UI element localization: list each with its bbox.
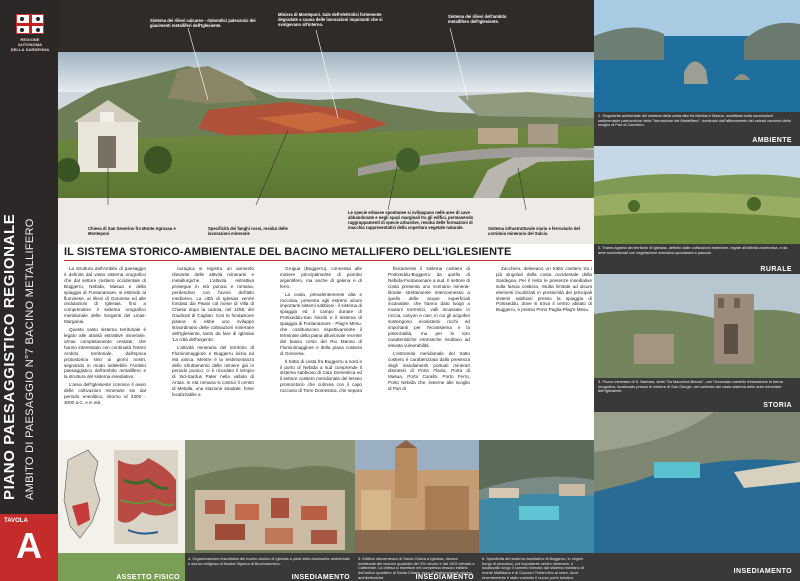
sardinia-map-image <box>58 440 185 553</box>
callout-monteponi-mine: Miniera di Monteponi. Sale dell'elettrolisi fortemente degradate a causa delle lavorazioni inquinanti che si svolgevano all'interno. <box>278 12 383 28</box>
category-insediamento-3: INSEDIAMENTO <box>733 568 792 575</box>
paragraph: fisicamente il sistema costiero di Portixeddu-Buggerru da quello di Nebida-Funtanamare a sud. Il settore di costa presenta uno scenario mineral-litorale strettamente interconnesso a quello delle acque superficiali incanalate, che hanno dato luogo a musoni torrentizi, valli incassate in roccia, canyon e cavi, in cui gli acquiferi sostengono ecosistemi ricchi ed importanti per l'ecosistema e la potenzialità, ma per le loro caratteristiche intrinseche risultano ad elevata vulnerabilità. <box>388 266 470 348</box>
title-divider <box>64 260 592 261</box>
category-insediamento-2: INSEDIAMENTO <box>415 574 474 581</box>
tavola-label: TAVOLA <box>4 518 28 524</box>
category-ambiente: AMBIENTE <box>752 137 792 144</box>
paragraph: Grugua (Buggerru), connessa alle miniere principalmente di piombo argentifero, ma anche di galena e di ferro. <box>280 266 362 289</box>
pan-di-zucchero-photo <box>594 0 800 112</box>
buggerru-coast-image <box>594 412 800 553</box>
iglesias-photo <box>185 440 355 553</box>
caption-buggerru: 6. Specificità del sistema insediativo di Buggerru, in origine borgo di pescatori, poi importante centro minerario, è localizzato lungo il canneto formato dal sistema montano di monte Malfidano e di Cuccuru Trebini fino al mare, dove recentemente è stato costruito il nuovo porto turistico. <box>482 556 584 580</box>
category-insediamento-1: INSEDIAMENTO <box>291 574 350 581</box>
paragraph: L'area dell'Iglesiente conosce il avvio delle coltivazioni minerarie sin dal periodo eneolitico, intorno al 3300 - 3000 a.C. e in età <box>64 382 146 405</box>
text-column-3 <box>280 266 362 396</box>
rural-landscape-image <box>594 146 800 244</box>
text-column-4 <box>388 266 470 394</box>
plan-subtitle: AMBITO DI PAESAGGIO N°7 BACINO METALLIFERO <box>24 218 36 500</box>
iglesias-town-image <box>185 440 355 553</box>
panorama-landscape-image <box>58 0 594 244</box>
paragraph: nuragica si registra un aumento rilevante delle attività minerarie e metallurgiche. L'attività estrattiva prosegue in età punica e romana, perdendosi con l'avvio dell'alto medioevo. La città di Iglesias venne fondata dai Pisani col nome di Villa di Chiesa dopo la caduta, nel 1258, dei Giudicati di Cagliari. Con la fondazione pisana si ebbe uno sviluppo straordinario delle coltivazioni minerarie dell'Iglesiente, tanto da fare di Iglesias 'La città dell'argento'. <box>172 266 254 342</box>
callout-red-muds: Specificità dei fanghi rossi, residui delle lavorazioni minerarie <box>208 226 288 237</box>
mine-shaft-photo <box>594 274 800 378</box>
paragraph: L'estremità meridionale del tratto costiero è caratterizzata dalla presenza degli insediamenti portuali minerari dismessi di Porto Flavia, Porto di Masua, Porto Corallo, Porto Ferro, Porto Nebida che, insieme allo scoglio di Pan di <box>388 350 470 392</box>
paragraph: Zucchero, delineano un tratto costiero tra i più singolari della costa occidentale della Sardegna. Per il resto le presenze insediative sulla fascia costiera, risulta limitate ad alcuni elementi localizzati in prossimità dei principali sistemi sabbiosi presso la spiaggia di Portixeddu, dove si trova il centro abitato di Buggerru, e presso Porto Paglia-Plag'e Mesu. <box>496 266 592 313</box>
plan-title: PIANO PAESAGGISTICO REGIONALE <box>1 213 18 500</box>
category-storia: STORIA <box>763 402 792 409</box>
region-logo <box>10 14 50 52</box>
right-photo-column <box>594 0 800 581</box>
paragraph: Il tratto di costa fra Buggerru a nord e il porto di Nebida a sud comprende il sistema sabbioso di Cala Domestica ed il settore costiero meridionale del lesseo promontorio che culmina con il capo roccioso di Torre Domestica, che separa <box>280 358 362 394</box>
panorama-photo <box>58 0 594 244</box>
paragraph: La costa, prevalentemente alta e rocciosa, presenta agli estremi alcuni importanti sistemi sabbiosi - il sistema di spiaggia ed il campo dunare di Portixeddu-San Nicolò e il sistema di spiaggia di Funtanamare - Plag'e Mesu, che costituiscono rispettivamente il terminale della piana alluvionale recente del basso corso del Riu Mannu di Fluminimaggiore e della piana costiera di Gonnesa. <box>280 291 362 356</box>
callout-san-severino-church: Chiesa di San Severino fra Monte Agruxau e Monteponi <box>88 226 176 237</box>
paragraph: L'attività mineraria del territorio di Fluminimaggiore e Buggerru inizia ed età antica. Mentre è la testimonianza dello sfruttamento delle miniere già in periodo punico, ci è ricordato il tempio di Sid-Sardus Pater nella vallata di Antas. In età romana si costruì il centro di Metalla, una stazione stradale, forse localizzabile a <box>172 344 254 398</box>
tavola-badge <box>0 514 58 581</box>
caption-bar <box>594 553 800 581</box>
paragraph: Questo vasto sistema territoriale è legato alle attività estrattive minerarie, ormai completamente cessate, che hanno interessato con continuità l'intero Ambito territoriale, dall'epoca protostorica sino ai giorni nostri, segnando in modo indelebile l'Ambito paesaggistico dell'ambito metallifero e la struttura del sistema insediativo. <box>64 327 146 380</box>
logo-line-1: REGIONE AUTONOMA <box>17 37 43 47</box>
caption-santa-chiara: 5. Edificio ottocentesco di Santa Chiara a Iglesias, dimora medievale dei vescovi quadrato del XIV secolo e dal 1503 elevata a Cattedrale. La chiesa si inserisce nel complesso tessuto edilizio dell'antico quartiere di Santa Chiara, ricco di testimonianze storico-architettoniche. <box>358 556 475 580</box>
coastal-cliffs-image <box>594 0 800 112</box>
paragraph: La struttura dell'Ambito di paesaggio è definita dal vasto sistema orografico che dal settore costiero occidentale di Buggerru, Nebida, Masua e della spiaggia di Funtanamare, si estende al fluminese, ai rilievi di Gonnesa ed alle ondulazioni di Iglesias, fino a comprendere il sistema orografico meridionale delle Sorgenti del Linas-Marganai. <box>64 266 146 325</box>
main-title: IL SISTEMA STORICO-AMBIENTALE DEL BACINO METALLIFERO DELL'IGLESIENTE <box>64 246 512 258</box>
santa-barbara-shaft-image <box>594 274 800 378</box>
harbour-photo <box>594 412 800 553</box>
body-text <box>64 266 592 446</box>
map-photo <box>58 440 185 553</box>
callout-herbaceous-species: Le specie erbacee spontanee si sviluppano nelle aree di cave abbandonate e negli spazi marginali tra gli edifici, permanendo raggruppamenti di specie arbustive, residui delle formazioni di macchia rappresentativi della copertura vegetale naturale. <box>348 210 474 231</box>
callout-calcareous-reliefs: Sistema dei rilievi calcareo - dolomitici paleozoici dei giacimenti metalliferi dell'Iglesiente. <box>150 18 256 29</box>
bottom-photo-strip <box>58 440 594 581</box>
santa-chiara-image <box>355 440 479 553</box>
caption-rural: 2. Trama agraria del territorio di Iglesias, definito dalle coltivazioni estensive, legate all'attività zootecnica, e da aree seminaturali con vegetazione arbustiva spontanea a pascolo. <box>598 245 788 255</box>
caption-iglesias: 4. Organizzazione insediativa del nucleo storico di Iglesias a piedi della dominante ambientale e storico-religiosa di Nostra Signora di Buoncammino. <box>188 556 350 566</box>
text-column-1 <box>64 266 146 408</box>
rural-photo <box>594 146 800 244</box>
caption-mine-shaft: 3. Pozzo minerario di S. Barbara, della "Sa Macchina Beccia", con l'incrociato castello d'estrazione in forma neogotica, localizzato presso le miniere di San Giorgio, nel contesto del vasto sistema delle aree minerarie dell'Iglesiente. <box>598 379 783 394</box>
santa-chiara-photo <box>355 440 479 553</box>
tavola-letter: A <box>16 525 42 566</box>
buggerru-harbour-image <box>479 440 594 553</box>
category-rurale: RURALE <box>760 266 792 273</box>
buggerru-photo <box>479 440 594 553</box>
callout-infrastructure: Sistema infrastrutturale viario e ferroviario del corridoio minerario del Sulcis. <box>488 226 580 237</box>
category-assetto-fisico: ASSETTO FISICO <box>116 574 180 581</box>
sardinia-flag-icon <box>16 14 44 34</box>
vertical-title-block <box>1 213 52 500</box>
left-sidebar <box>0 0 58 581</box>
callout-metalliferous-reliefs: Sistema dei rilievi dell'ambito metallifero dell'Iglesiente. <box>448 14 507 25</box>
text-column-5 <box>496 266 592 315</box>
caption-coast: 1. Singolarità ambientale del sistema della costa alta fra Nebida e Masua, modellata sulla successioni sedimentarie paleozoiche della "formazione del Metallifero", dominato dall'affioramento dei calcari cambrici dello scoglio di Pan di Zucchero. <box>598 113 791 128</box>
logo-line-2: DELLA SARDEGNA <box>10 47 50 52</box>
text-column-2 <box>172 266 254 400</box>
